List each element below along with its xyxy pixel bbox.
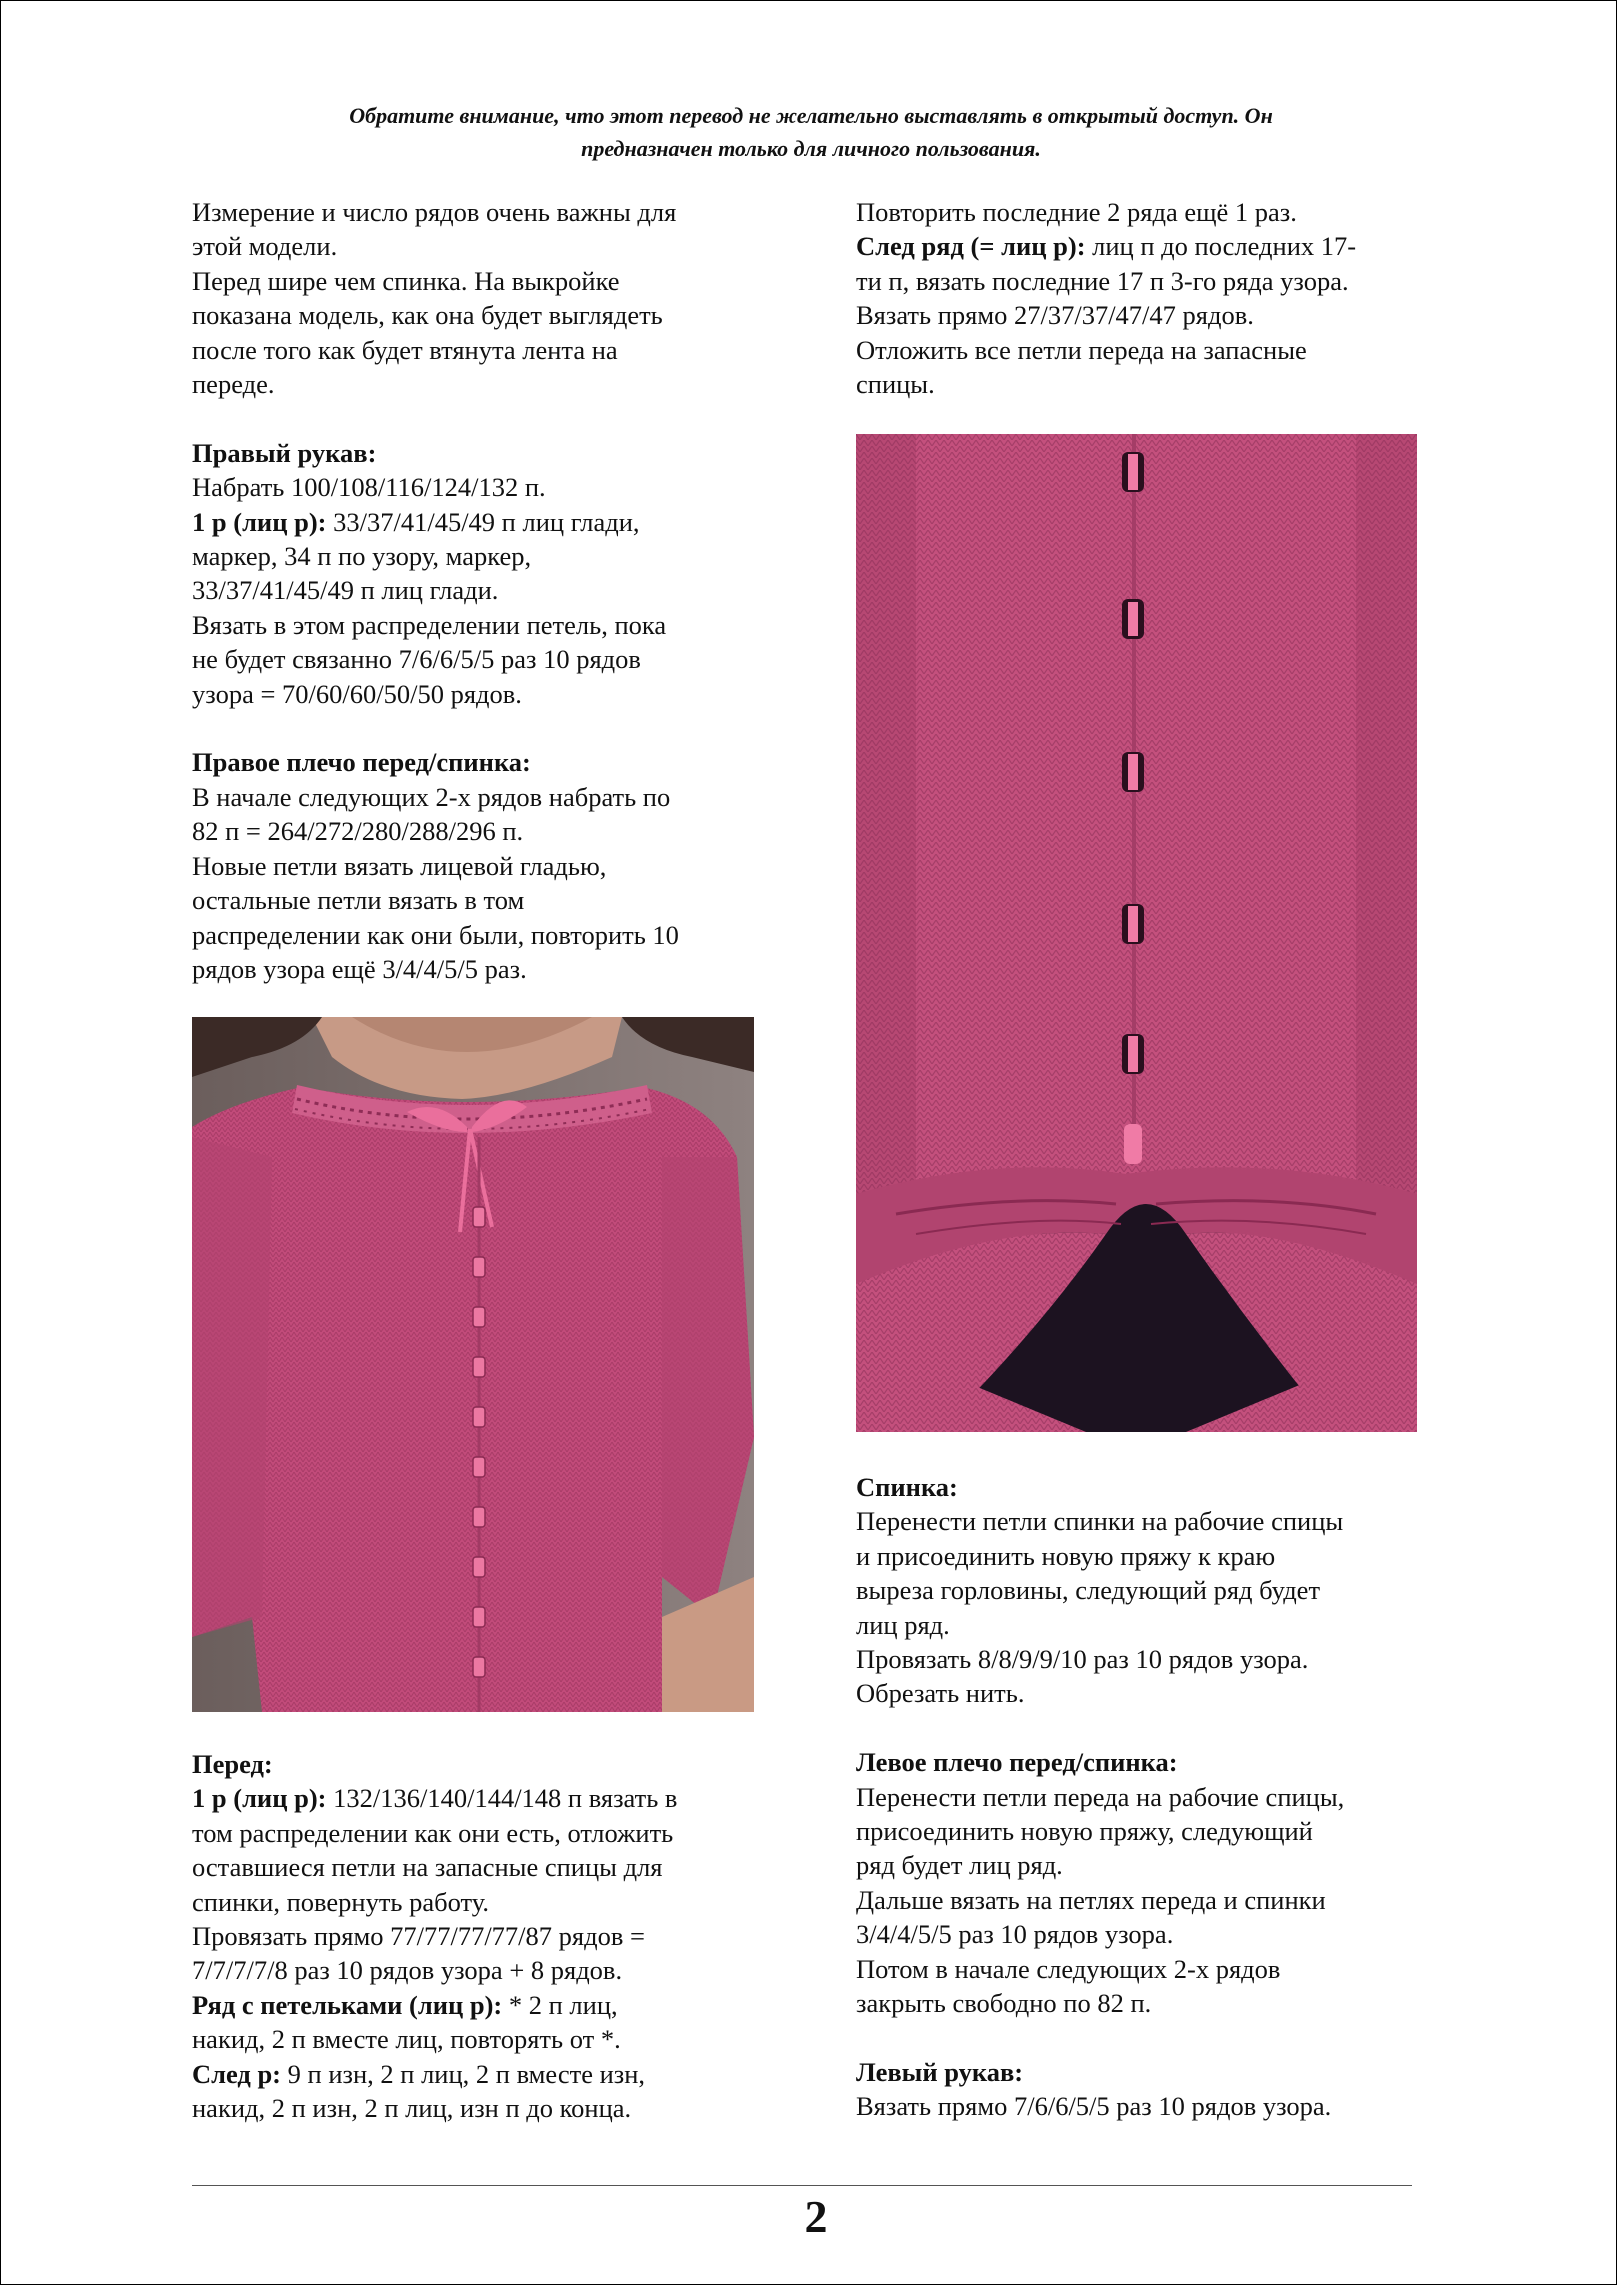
back-line: лиц ряд. [856,1609,950,1640]
row-label: 1 р (лиц р): [192,506,327,537]
right-shoulder-heading: Правое плечо перед/спинка: [192,747,531,778]
row-text: лиц п до последних 17- [1085,231,1357,262]
left-shoulder-line: Потом в начале следующих 2-х рядов [856,1953,1281,1984]
right-shoulder-line: остальные петли вязать в том [192,885,525,916]
front-line [192,1988,772,2022]
right-sleeve-line: Набрать 100/108/116/124/132 п. [192,472,546,503]
right-sleeve-heading: Правый рукав: [192,437,377,468]
right-column-top [856,195,1436,401]
left-column-bottom [192,1747,772,2125]
back-line: Перенести петли спинки на рабочие спицы [856,1506,1344,1537]
front-heading: Перед: [192,1749,273,1779]
left-shoulder-line: Перенести петли переда на рабочие спицы, [856,1781,1345,1812]
right-sleeve-line: узора = 70/60/60/50/50 рядов. [192,678,522,709]
front-line: том распределении как они есть, отложить [192,1817,674,1848]
row-text: 9 п изн, 2 п лиц, 2 п вместе изн, [281,2058,646,2089]
right-sleeve-line [192,505,772,539]
front-cont-line [856,229,1436,263]
notice-line-1: Обратите внимание, что этот перевод не желательно выставлять в открытый доступ. Он [349,103,1273,128]
row-label: 1 р (лиц р): [192,1783,327,1814]
left-shoulder-heading: Левое плечо перед/спинка: [856,1747,1178,1778]
notice-line-2: предназначен только для личного пользования. [581,136,1041,161]
front-cont-line: спицы. [856,369,935,400]
sweater-front-photo [192,1017,754,1712]
right-sleeve-line: Вязать в этом распределении петель, пока [192,609,667,640]
intro-line: Перед шире чем спинка. На выкройке [192,265,620,296]
left-shoulder-line: закрыть свободно по 82 п. [856,1988,1152,2019]
row-text: 132/136/140/144/148 п вязать в [326,1783,678,1814]
intro-line: Измерение и число рядов очень важны для [192,197,677,227]
front-cont-line: Повторить последние 2 ряда ещё 1 раз. [856,197,1297,227]
back-line: Обрезать нить. [856,1678,1025,1709]
intro-line: после того как будет втянута лента на [192,334,618,365]
right-sleeve-line: маркер, 34 п по узору, маркер, [192,541,532,572]
back-heading: Спинка: [856,1472,958,1502]
left-sleeve-heading: Левый рукав: [856,2056,1024,2087]
privacy-notice [191,99,1431,165]
back-line: и присоединить новую пряжу к краю [856,1540,1276,1571]
row-label: След ряд (= лиц р): [856,231,1086,262]
left-shoulder-line: Дальше вязать на петлях переда и спинки [856,1884,1326,1915]
right-shoulder-line: рядов узора ещё 3/4/4/5/5 раз. [192,953,527,984]
front-line [192,2057,772,2091]
left-sleeve-line: Вязать прямо 7/6/6/5/5 раз 10 рядов узора. [856,2091,1332,2122]
row-text: * 2 п лиц, [502,1989,618,2020]
back-line: Провязать 8/8/9/9/10 раз 10 рядов узора. [856,1644,1309,1675]
sweater-front-illustration [192,1017,754,1712]
front-line [192,1781,772,1815]
right-shoulder-line: Новые петли вязать лицевой гладью, [192,850,607,881]
footer-rule [192,2185,1412,2186]
eyelet-detail-illustration [856,434,1417,1432]
page-number: 2 [804,2191,828,2242]
intro-line: переде. [192,369,275,400]
front-cont-line: ти п, вязать последние 17 п 3-го ряда узора. [856,265,1349,296]
right-shoulder-line: 82 п = 264/272/280/288/296 п. [192,816,524,847]
right-shoulder-line: В начале следующих 2-х рядов набрать по [192,781,671,812]
front-line: Провязать прямо 77/77/77/77/87 рядов = [192,1921,645,1952]
left-column-top [192,195,772,986]
front-cont-line: Отложить все петли переда на запасные [856,334,1307,365]
left-shoulder-line: присоединить новую пряжу, следующий [856,1816,1313,1847]
back-line: выреза горловины, следующий ряд будет [856,1575,1321,1606]
front-line: накид, 2 п вместе лиц, повторять от *. [192,2024,621,2055]
front-line: спинки, повернуть работу. [192,1886,489,1917]
eyelet-detail-photo [856,434,1417,1432]
intro-line: показана модель, как она будет выглядеть [192,300,663,331]
row-label: След р: [192,2058,282,2089]
right-column-bottom [856,1470,1436,2124]
row-text: 33/37/41/45/49 п лиц глади, [326,506,640,537]
right-sleeve-line: не будет связанно 7/6/6/5/5 раз 10 рядов [192,644,641,675]
left-shoulder-line: ряд будет лиц ряд. [856,1850,1063,1881]
intro-line: этой модели. [192,231,338,262]
front-line: оставшиеся петли на запасные спицы для [192,1852,663,1883]
front-cont-line: Вязать прямо 27/37/37/47/47 рядов. [856,300,1254,331]
row-label: Ряд с петельками (лиц р): [192,1989,503,2020]
left-shoulder-line: 3/4/4/5/5 раз 10 рядов узора. [856,1919,1174,1950]
right-shoulder-line: распределении как они были, повторить 10 [192,919,679,950]
right-sleeve-line: 33/37/41/45/49 п лиц глади. [192,575,499,606]
front-line: 7/7/7/7/8 раз 10 рядов узора + 8 рядов. [192,1955,623,1986]
front-line: накид, 2 п изн, 2 п лиц, изн п до конца. [192,2093,632,2124]
